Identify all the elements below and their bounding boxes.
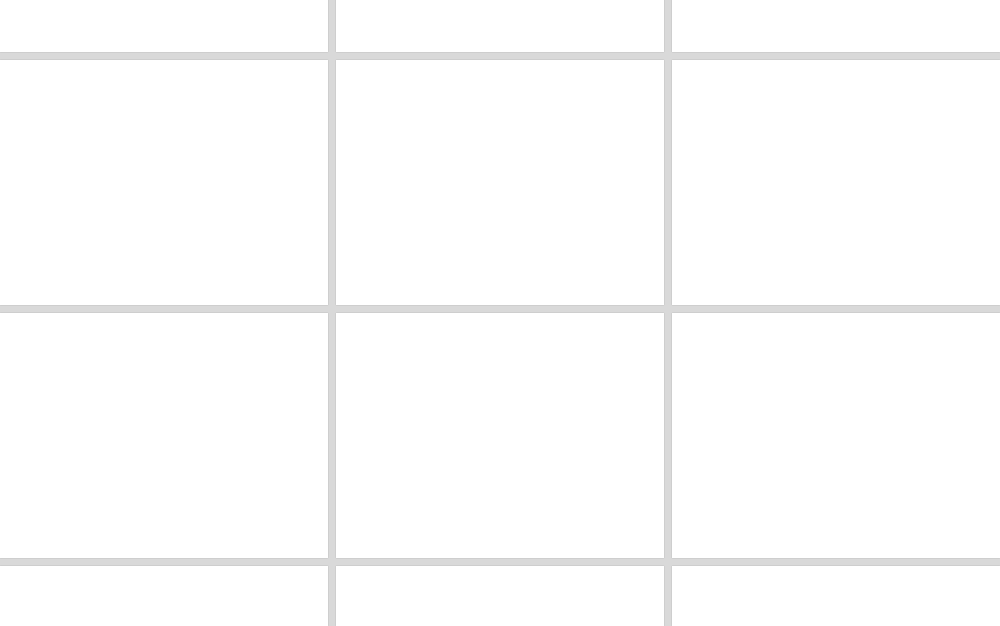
slide-panel-comparison-question [336,313,664,558]
slide-panel-top-right [672,0,1000,52]
slide-panel-top-middle [336,0,664,52]
slide-panel-bottom-right [672,566,1000,626]
slide-panel-vocabulary-questions [672,60,1000,305]
slide-panel-bottom-left [0,566,328,626]
slide-panel-translation-questions [0,313,328,558]
slide-panel-new-passage [672,313,1000,558]
slide-panel-reading-passage-a [0,60,328,305]
slide-panel-reading-passage-b [336,60,664,305]
slide-panel-bottom-middle [336,566,664,626]
slide-panel-top-left [0,0,328,52]
